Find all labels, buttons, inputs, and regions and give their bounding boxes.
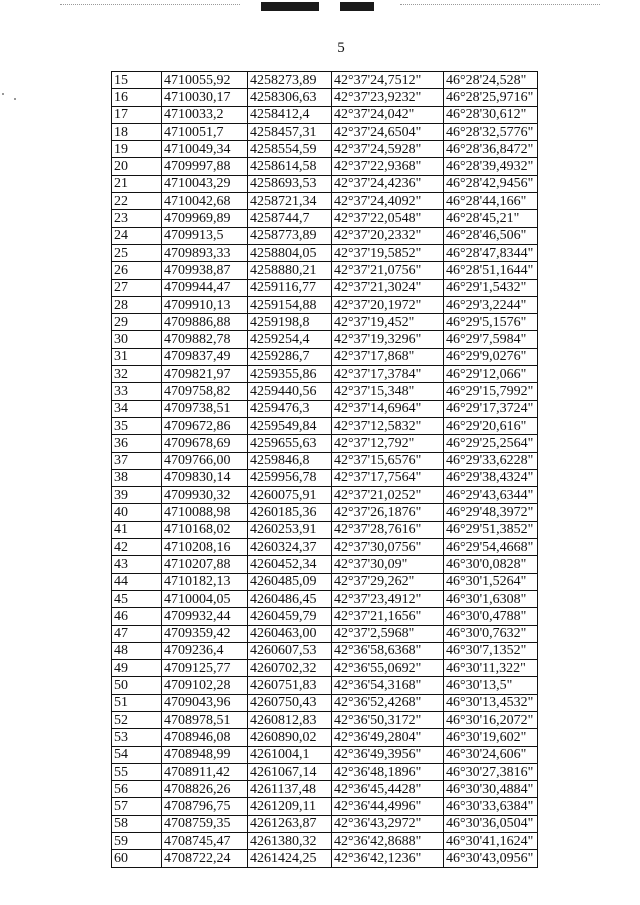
table-row [112, 521, 538, 538]
table-row [112, 331, 538, 348]
point-number-cell: 52 [112, 711, 162, 728]
point-number-cell: 23 [112, 210, 162, 227]
table-row [112, 608, 538, 625]
point-number-cell: 50 [112, 677, 162, 694]
point-number-cell: 20 [112, 158, 162, 175]
x-coordinate-cell: 4709938,87 [162, 262, 248, 279]
longitude-cell: 46°30'0,7632" [444, 625, 538, 642]
table-row [112, 106, 538, 123]
coordinates-table [111, 71, 538, 868]
point-number-cell: 32 [112, 366, 162, 383]
point-number-cell: 25 [112, 244, 162, 261]
point-number-cell: 15 [112, 72, 162, 89]
y-coordinate-cell: 4260890,02 [248, 729, 332, 746]
coordinates-table-body [112, 72, 538, 868]
latitude-cell: 42°37'24,5928" [332, 141, 444, 158]
latitude-cell: 42°37'19,3296" [332, 331, 444, 348]
latitude-cell: 42°37'30,0756" [332, 539, 444, 556]
latitude-cell: 42°37'24,4092" [332, 193, 444, 210]
latitude-cell: 42°37'21,0252" [332, 487, 444, 504]
x-coordinate-cell: 4709766,00 [162, 452, 248, 469]
point-number-cell: 31 [112, 348, 162, 365]
y-coordinate-cell: 4260075,91 [248, 487, 332, 504]
point-number-cell: 45 [112, 590, 162, 607]
latitude-cell: 42°37'21,0756" [332, 262, 444, 279]
y-coordinate-cell: 4259198,8 [248, 314, 332, 331]
x-coordinate-cell: 4709913,5 [162, 227, 248, 244]
latitude-cell: 42°37'15,6576" [332, 452, 444, 469]
table-row [112, 556, 538, 573]
x-coordinate-cell: 4710208,16 [162, 539, 248, 556]
table-row [112, 625, 538, 642]
x-coordinate-cell: 4709043,96 [162, 694, 248, 711]
longitude-cell: 46°29'25,2564" [444, 435, 538, 452]
table-row [112, 573, 538, 590]
point-number-cell: 26 [112, 262, 162, 279]
point-number-cell: 53 [112, 729, 162, 746]
point-number-cell: 28 [112, 296, 162, 313]
y-coordinate-cell: 4260750,43 [248, 694, 332, 711]
point-number-cell: 55 [112, 763, 162, 780]
x-coordinate-cell: 4709125,77 [162, 660, 248, 677]
longitude-cell: 46°29'48,3972" [444, 504, 538, 521]
point-number-cell: 36 [112, 435, 162, 452]
y-coordinate-cell: 4260485,09 [248, 573, 332, 590]
point-number-cell: 16 [112, 89, 162, 106]
latitude-cell: 42°37'20,2332" [332, 227, 444, 244]
latitude-cell: 42°37'30,09" [332, 556, 444, 573]
point-number-cell: 40 [112, 504, 162, 521]
table-row [112, 348, 538, 365]
longitude-cell: 46°28'51,1644" [444, 262, 538, 279]
y-coordinate-cell: 4258773,89 [248, 227, 332, 244]
point-number-cell: 42 [112, 539, 162, 556]
longitude-cell: 46°30'11,322" [444, 660, 538, 677]
table-row [112, 763, 538, 780]
point-number-cell: 59 [112, 833, 162, 850]
latitude-cell: 42°36'44,4996" [332, 798, 444, 815]
longitude-cell: 46°30'36,0504" [444, 815, 538, 832]
table-row [112, 660, 538, 677]
table-row [112, 158, 538, 175]
longitude-cell: 46°30'13,4532" [444, 694, 538, 711]
longitude-cell: 46°28'39,4932" [444, 158, 538, 175]
point-number-cell: 27 [112, 279, 162, 296]
y-coordinate-cell: 4258804,05 [248, 244, 332, 261]
longitude-cell: 46°28'32,5776" [444, 123, 538, 140]
longitude-cell: 46°30'27,3816" [444, 763, 538, 780]
longitude-cell: 46°30'19,602" [444, 729, 538, 746]
latitude-cell: 42°37'2,5968" [332, 625, 444, 642]
y-coordinate-cell: 4258880,21 [248, 262, 332, 279]
x-coordinate-cell: 4710004,05 [162, 590, 248, 607]
latitude-cell: 42°36'42,1236" [332, 850, 444, 867]
point-number-cell: 47 [112, 625, 162, 642]
table-row [112, 141, 538, 158]
table-row [112, 244, 538, 261]
longitude-cell: 46°29'15,7992" [444, 383, 538, 400]
y-coordinate-cell: 4258412,4 [248, 106, 332, 123]
point-number-cell: 43 [112, 556, 162, 573]
latitude-cell: 42°37'29,262" [332, 573, 444, 590]
x-coordinate-cell: 4710030,17 [162, 89, 248, 106]
x-coordinate-cell: 4710088,98 [162, 504, 248, 521]
table-row [112, 781, 538, 798]
y-coordinate-cell: 4259116,77 [248, 279, 332, 296]
y-coordinate-cell: 4258554,59 [248, 141, 332, 158]
latitude-cell: 42°37'12,5832" [332, 417, 444, 434]
longitude-cell: 46°28'25,9716" [444, 89, 538, 106]
point-number-cell: 39 [112, 487, 162, 504]
y-coordinate-cell: 4260185,36 [248, 504, 332, 521]
latitude-cell: 42°36'43,2972" [332, 815, 444, 832]
latitude-cell: 42°37'17,7564" [332, 469, 444, 486]
latitude-cell: 42°36'52,4268" [332, 694, 444, 711]
x-coordinate-cell: 4710207,88 [162, 556, 248, 573]
table-row [112, 72, 538, 89]
x-coordinate-cell: 4709893,33 [162, 244, 248, 261]
scan-artifact-dots-left [60, 4, 240, 6]
point-number-cell: 18 [112, 123, 162, 140]
point-number-cell: 49 [112, 660, 162, 677]
point-number-cell: 30 [112, 331, 162, 348]
point-number-cell: 58 [112, 815, 162, 832]
longitude-cell: 46°28'30,612" [444, 106, 538, 123]
point-number-cell: 35 [112, 417, 162, 434]
x-coordinate-cell: 4709359,42 [162, 625, 248, 642]
longitude-cell: 46°30'1,6308" [444, 590, 538, 607]
table-row [112, 677, 538, 694]
point-number-cell: 38 [112, 469, 162, 486]
x-coordinate-cell: 4709738,51 [162, 400, 248, 417]
longitude-cell: 46°29'3,2244" [444, 296, 538, 313]
longitude-cell: 46°29'5,1576" [444, 314, 538, 331]
x-coordinate-cell: 4709997,88 [162, 158, 248, 175]
latitude-cell: 42°36'49,2804" [332, 729, 444, 746]
x-coordinate-cell: 4708978,51 [162, 711, 248, 728]
table-row [112, 539, 538, 556]
y-coordinate-cell: 4259846,8 [248, 452, 332, 469]
longitude-cell: 46°28'45,21" [444, 210, 538, 227]
y-coordinate-cell: 4258614,58 [248, 158, 332, 175]
latitude-cell: 42°37'23,9232" [332, 89, 444, 106]
latitude-cell: 42°37'20,1972" [332, 296, 444, 313]
longitude-cell: 46°30'0,4788" [444, 608, 538, 625]
y-coordinate-cell: 4260324,37 [248, 539, 332, 556]
point-number-cell: 37 [112, 452, 162, 469]
latitude-cell: 42°36'50,3172" [332, 711, 444, 728]
table-row [112, 815, 538, 832]
y-coordinate-cell: 4259254,4 [248, 331, 332, 348]
y-coordinate-cell: 4261137,48 [248, 781, 332, 798]
longitude-cell: 46°29'38,4324" [444, 469, 538, 486]
point-number-cell: 41 [112, 521, 162, 538]
y-coordinate-cell: 4261263,87 [248, 815, 332, 832]
y-coordinate-cell: 4261209,11 [248, 798, 332, 815]
point-number-cell: 24 [112, 227, 162, 244]
latitude-cell: 42°37'15,348" [332, 383, 444, 400]
point-number-cell: 48 [112, 642, 162, 659]
latitude-cell: 42°37'28,7616" [332, 521, 444, 538]
y-coordinate-cell: 4258273,89 [248, 72, 332, 89]
x-coordinate-cell: 4710042,68 [162, 193, 248, 210]
longitude-cell: 46°30'24,606" [444, 746, 538, 763]
longitude-cell: 46°29'12,066" [444, 366, 538, 383]
x-coordinate-cell: 4708722,24 [162, 850, 248, 867]
x-coordinate-cell: 4708796,75 [162, 798, 248, 815]
x-coordinate-cell: 4709678,69 [162, 435, 248, 452]
longitude-cell: 46°29'9,0276" [444, 348, 538, 365]
point-number-cell: 56 [112, 781, 162, 798]
y-coordinate-cell: 4259956,78 [248, 469, 332, 486]
point-number-cell: 44 [112, 573, 162, 590]
latitude-cell: 42°37'24,042" [332, 106, 444, 123]
y-coordinate-cell: 4260459,79 [248, 608, 332, 625]
x-coordinate-cell: 4709886,88 [162, 314, 248, 331]
x-coordinate-cell: 4710043,29 [162, 175, 248, 192]
latitude-cell: 42°37'24,7512" [332, 72, 444, 89]
longitude-cell: 46°29'43,6344" [444, 487, 538, 504]
point-number-cell: 17 [112, 106, 162, 123]
x-coordinate-cell: 4709932,44 [162, 608, 248, 625]
latitude-cell: 42°37'24,4236" [332, 175, 444, 192]
x-coordinate-cell: 4709944,47 [162, 279, 248, 296]
latitude-cell: 42°37'22,9368" [332, 158, 444, 175]
y-coordinate-cell: 4260607,53 [248, 642, 332, 659]
y-coordinate-cell: 4258744,7 [248, 210, 332, 227]
table-row [112, 833, 538, 850]
x-coordinate-cell: 4708745,47 [162, 833, 248, 850]
longitude-cell: 46°29'51,3852" [444, 521, 538, 538]
longitude-cell: 46°30'33,6384" [444, 798, 538, 815]
table-row [112, 469, 538, 486]
y-coordinate-cell: 4261004,1 [248, 746, 332, 763]
y-coordinate-cell: 4260463,00 [248, 625, 332, 642]
longitude-cell: 46°30'7,1352" [444, 642, 538, 659]
table-row [112, 487, 538, 504]
latitude-cell: 42°37'21,3024" [332, 279, 444, 296]
x-coordinate-cell: 4709969,89 [162, 210, 248, 227]
latitude-cell: 42°36'42,8688" [332, 833, 444, 850]
x-coordinate-cell: 4709910,13 [162, 296, 248, 313]
x-coordinate-cell: 4710055,92 [162, 72, 248, 89]
longitude-cell: 46°29'17,3724" [444, 400, 538, 417]
longitude-cell: 46°28'24,528" [444, 72, 538, 89]
table-row [112, 504, 538, 521]
point-number-cell: 51 [112, 694, 162, 711]
point-number-cell: 29 [112, 314, 162, 331]
table-row [112, 262, 538, 279]
y-coordinate-cell: 4260812,83 [248, 711, 332, 728]
table-row [112, 746, 538, 763]
y-coordinate-cell: 4258457,31 [248, 123, 332, 140]
latitude-cell: 42°36'48,1896" [332, 763, 444, 780]
point-number-cell: 34 [112, 400, 162, 417]
longitude-cell: 46°28'44,166" [444, 193, 538, 210]
point-number-cell: 60 [112, 850, 162, 867]
x-coordinate-cell: 4709821,97 [162, 366, 248, 383]
x-coordinate-cell: 4710033,2 [162, 106, 248, 123]
latitude-cell: 42°36'49,3956" [332, 746, 444, 763]
table-row [112, 89, 538, 106]
table-row [112, 711, 538, 728]
table-row [112, 279, 538, 296]
x-coordinate-cell: 4709672,86 [162, 417, 248, 434]
scan-artifact-mark [340, 2, 374, 11]
table-row [112, 694, 538, 711]
longitude-cell: 46°30'43,0956" [444, 850, 538, 867]
table-row [112, 400, 538, 417]
table-row [112, 314, 538, 331]
x-coordinate-cell: 4710049,34 [162, 141, 248, 158]
latitude-cell: 42°36'45,4428" [332, 781, 444, 798]
point-number-cell: 46 [112, 608, 162, 625]
longitude-cell: 46°28'46,506" [444, 227, 538, 244]
table-row [112, 590, 538, 607]
point-number-cell: 21 [112, 175, 162, 192]
longitude-cell: 46°30'1,5264" [444, 573, 538, 590]
longitude-cell: 46°28'42,9456" [444, 175, 538, 192]
x-coordinate-cell: 4708826,26 [162, 781, 248, 798]
longitude-cell: 46°29'33,6228" [444, 452, 538, 469]
table-row [112, 296, 538, 313]
x-coordinate-cell: 4709236,4 [162, 642, 248, 659]
y-coordinate-cell: 4259440,56 [248, 383, 332, 400]
y-coordinate-cell: 4260452,34 [248, 556, 332, 573]
y-coordinate-cell: 4261380,32 [248, 833, 332, 850]
y-coordinate-cell: 4260702,32 [248, 660, 332, 677]
point-number-cell: 19 [112, 141, 162, 158]
latitude-cell: 42°37'22,0548" [332, 210, 444, 227]
y-coordinate-cell: 4259286,7 [248, 348, 332, 365]
x-coordinate-cell: 4708911,42 [162, 763, 248, 780]
point-number-cell: 33 [112, 383, 162, 400]
x-coordinate-cell: 4708759,35 [162, 815, 248, 832]
y-coordinate-cell: 4259549,84 [248, 417, 332, 434]
table-row [112, 850, 538, 867]
point-number-cell: 22 [112, 193, 162, 210]
latitude-cell: 42°37'24,6504" [332, 123, 444, 140]
latitude-cell: 42°37'21,1656" [332, 608, 444, 625]
x-coordinate-cell: 4709830,14 [162, 469, 248, 486]
latitude-cell: 42°37'19,5852" [332, 244, 444, 261]
table-row [112, 123, 538, 140]
y-coordinate-cell: 4260486,45 [248, 590, 332, 607]
latitude-cell: 42°37'14,6964" [332, 400, 444, 417]
latitude-cell: 42°37'17,3784" [332, 366, 444, 383]
longitude-cell: 46°30'0,0828" [444, 556, 538, 573]
scan-speck [14, 98, 16, 100]
x-coordinate-cell: 4710182,13 [162, 573, 248, 590]
longitude-cell: 46°30'41,1624" [444, 833, 538, 850]
longitude-cell: 46°29'54,4668" [444, 539, 538, 556]
table-row [112, 417, 538, 434]
table-row [112, 798, 538, 815]
page-number: 5 [337, 40, 345, 56]
x-coordinate-cell: 4709102,28 [162, 677, 248, 694]
x-coordinate-cell: 4709758,82 [162, 383, 248, 400]
y-coordinate-cell: 4261424,25 [248, 850, 332, 867]
longitude-cell: 46°30'16,2072" [444, 711, 538, 728]
y-coordinate-cell: 4258306,63 [248, 89, 332, 106]
point-number-cell: 54 [112, 746, 162, 763]
scan-artifact-mark [261, 2, 319, 11]
table-row [112, 642, 538, 659]
latitude-cell: 42°37'19,452" [332, 314, 444, 331]
point-number-cell: 57 [112, 798, 162, 815]
table-row [112, 435, 538, 452]
table-row [112, 383, 538, 400]
latitude-cell: 42°36'54,3168" [332, 677, 444, 694]
longitude-cell: 46°30'13,5" [444, 677, 538, 694]
y-coordinate-cell: 4259476,3 [248, 400, 332, 417]
y-coordinate-cell: 4259655,63 [248, 435, 332, 452]
table-row [112, 227, 538, 244]
x-coordinate-cell: 4710168,02 [162, 521, 248, 538]
x-coordinate-cell: 4709882,78 [162, 331, 248, 348]
x-coordinate-cell: 4708946,08 [162, 729, 248, 746]
x-coordinate-cell: 4708948,99 [162, 746, 248, 763]
table-row [112, 210, 538, 227]
longitude-cell: 46°29'7,5984" [444, 331, 538, 348]
latitude-cell: 42°37'12,792" [332, 435, 444, 452]
y-coordinate-cell: 4261067,14 [248, 763, 332, 780]
latitude-cell: 42°36'55,0692" [332, 660, 444, 677]
longitude-cell: 46°29'1,5432" [444, 279, 538, 296]
y-coordinate-cell: 4259154,88 [248, 296, 332, 313]
x-coordinate-cell: 4709837,49 [162, 348, 248, 365]
latitude-cell: 42°37'26,1876" [332, 504, 444, 521]
table-row [112, 452, 538, 469]
longitude-cell: 46°28'36,8472" [444, 141, 538, 158]
longitude-cell: 46°30'30,4884" [444, 781, 538, 798]
y-coordinate-cell: 4259355,86 [248, 366, 332, 383]
y-coordinate-cell: 4260751,83 [248, 677, 332, 694]
y-coordinate-cell: 4258693,53 [248, 175, 332, 192]
table-row [112, 175, 538, 192]
table-row [112, 729, 538, 746]
latitude-cell: 42°36'58,6368" [332, 642, 444, 659]
scan-speck [2, 93, 4, 95]
longitude-cell: 46°29'20,616" [444, 417, 538, 434]
longitude-cell: 46°28'47,8344" [444, 244, 538, 261]
latitude-cell: 42°37'17,868" [332, 348, 444, 365]
y-coordinate-cell: 4258721,34 [248, 193, 332, 210]
table-row [112, 193, 538, 210]
scan-artifact-dots-right [400, 4, 600, 6]
table-row [112, 366, 538, 383]
latitude-cell: 42°37'23,4912" [332, 590, 444, 607]
x-coordinate-cell: 4710051,7 [162, 123, 248, 140]
y-coordinate-cell: 4260253,91 [248, 521, 332, 538]
x-coordinate-cell: 4709930,32 [162, 487, 248, 504]
